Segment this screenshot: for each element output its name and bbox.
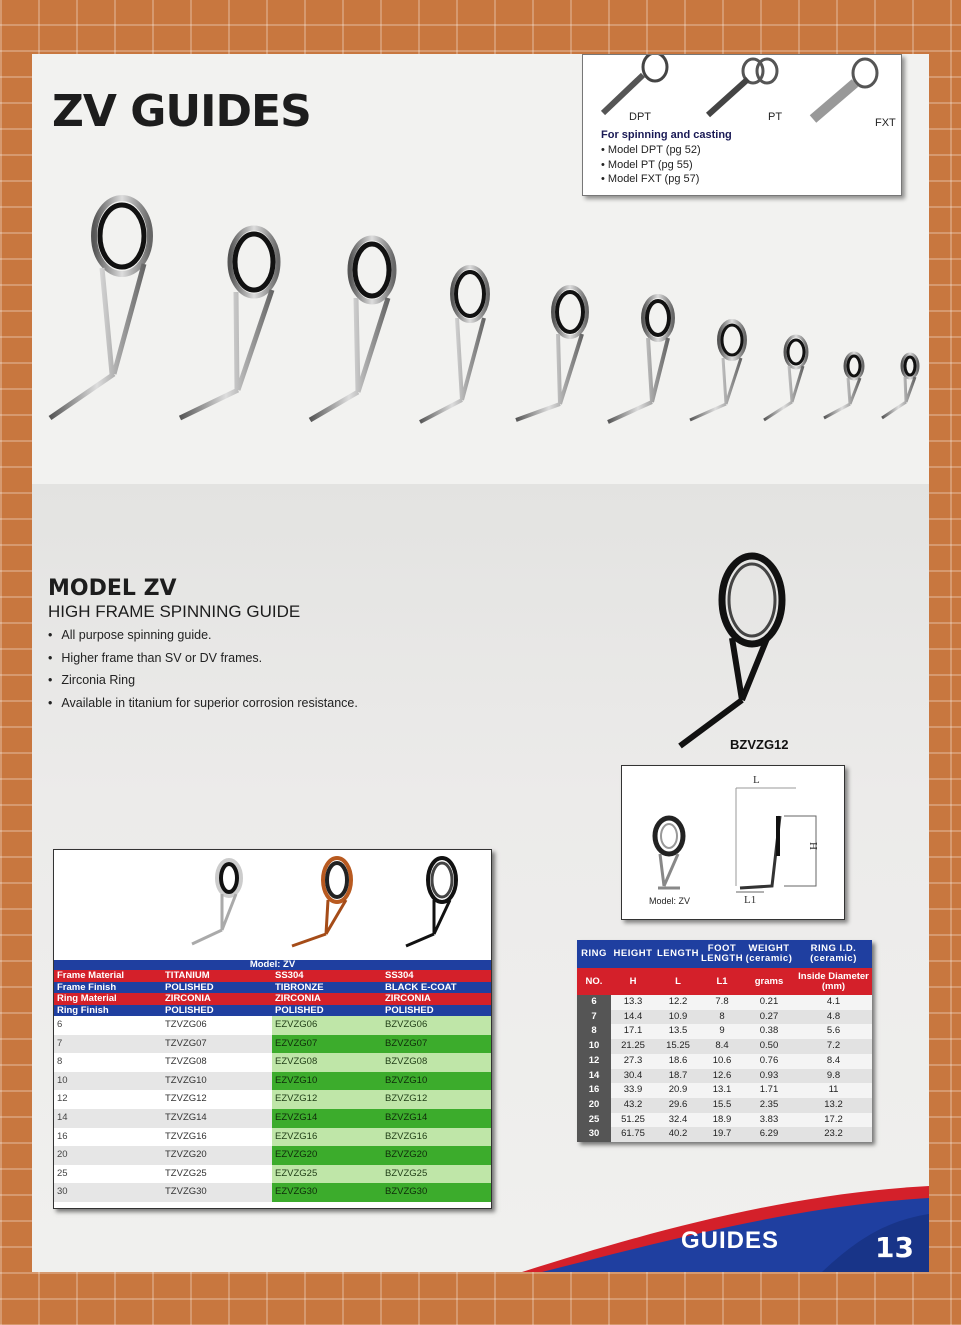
part-cell: TZVZG07 (162, 1035, 272, 1054)
spec-cell: 20 (577, 1098, 611, 1113)
header-label: Frame Material (54, 970, 162, 982)
size-cell: 25 (54, 1165, 162, 1184)
spec-subheader-cell: L (655, 968, 701, 995)
header-cell: POLISHED (272, 1005, 382, 1017)
part-cell: BZVZG07 (382, 1035, 491, 1054)
spec-cell: 0.38 (743, 1024, 795, 1039)
spec-header-cell: LENGTH (655, 940, 701, 968)
table-row (54, 1183, 491, 1202)
spec-cell: 8 (577, 1024, 611, 1039)
header-cell: ZIRCONIA (272, 993, 382, 1005)
spec-cell: 19.7 (701, 1127, 743, 1142)
spec-cell: 13.5 (655, 1024, 701, 1039)
guide-8 (764, 336, 807, 420)
featured-guide-image (672, 550, 792, 750)
page-title: ZV GUIDES (52, 86, 311, 137)
part-cell: BZVZG06 (382, 1016, 491, 1035)
spec-cell: 13.3 (611, 995, 655, 1010)
table-row (54, 1090, 491, 1109)
part-cell: BZVZG08 (382, 1053, 491, 1072)
part-cell: EZVZG06 (272, 1016, 382, 1035)
spec-cell: 0.93 (743, 1069, 795, 1084)
finish-table-grid (54, 960, 491, 1202)
featured-part-label: BZVZG12 (730, 737, 789, 752)
spec-cell: 32.4 (655, 1113, 701, 1128)
table-row (54, 1128, 491, 1147)
spec-cell: 10 (577, 1039, 611, 1054)
dim-label-l1: L1 (744, 894, 757, 906)
size-cell: 6 (54, 1016, 162, 1035)
spec-cell: 10.6 (701, 1054, 743, 1069)
size-cell: 12 (54, 1090, 162, 1109)
spec-cell: 30.4 (611, 1069, 655, 1084)
spec-header-cell: WEIGHT (ceramic) (743, 940, 795, 968)
size-cell: 7 (54, 1035, 162, 1054)
spec-cell: 0.76 (743, 1054, 795, 1069)
feature-item: • Higher frame than SV or DV frames. (48, 647, 358, 670)
part-cell: EZVZG25 (272, 1165, 382, 1184)
ref-label-pt: PT (768, 111, 783, 123)
spec-cell: 40.2 (655, 1127, 701, 1142)
ref-item-pt: • Model PT (pg 55) (601, 158, 693, 171)
spec-subheader-cell: H (611, 968, 655, 995)
spec-cell: 30 (577, 1127, 611, 1142)
feature-list (48, 624, 358, 714)
footer-banner (522, 1164, 929, 1272)
ring-finish-row (54, 1005, 491, 1017)
spec-cell: 4.8 (795, 1010, 872, 1025)
spec-header-cell: HEIGHT (611, 940, 655, 968)
table-row (54, 1035, 491, 1054)
header-label: Ring Material (54, 993, 162, 1005)
spec-cell: 43.2 (611, 1098, 655, 1113)
header-cell: POLISHED (162, 982, 272, 994)
header-cell: BLACK E-COAT (382, 982, 491, 994)
reference-box (582, 54, 902, 196)
size-cell: 30 (54, 1183, 162, 1202)
size-cell: 14 (54, 1109, 162, 1128)
guide-size-lineup-image (32, 194, 929, 434)
size-cell: 20 (54, 1146, 162, 1165)
dimension-diagram (621, 765, 845, 920)
part-cell: TZVZG30 (162, 1183, 272, 1202)
spec-subheader-cell: Inside Diameter (mm) (795, 968, 872, 995)
table-row (54, 1053, 491, 1072)
frame-material-row (54, 970, 491, 982)
spec-cell: 8.4 (701, 1039, 743, 1054)
spec-row (577, 1098, 872, 1113)
guide-7 (824, 353, 863, 418)
part-cell: TZVZG20 (162, 1146, 272, 1165)
spec-cell: 51.25 (611, 1113, 655, 1128)
part-cell: TZVZG14 (162, 1109, 272, 1128)
spec-row (577, 1083, 872, 1098)
header-cell: TIBRONZE (272, 982, 382, 994)
spec-row (577, 995, 872, 1010)
spec-cell: 2.35 (743, 1098, 795, 1113)
titanium-guide (192, 860, 241, 944)
spec-cell: 12 (577, 1054, 611, 1069)
guide-12 (608, 296, 673, 422)
spec-cell: 13.2 (795, 1098, 872, 1113)
spec-cell: 14 (577, 1069, 611, 1084)
spec-cell: 3.83 (743, 1113, 795, 1128)
table-row (54, 1146, 491, 1165)
spec-cell: 33.9 (611, 1083, 655, 1098)
spec-cell: 15.5 (701, 1098, 743, 1113)
header-cell: ZIRCONIA (162, 993, 272, 1005)
part-cell: EZVZG20 (272, 1146, 382, 1165)
part-cell: TZVZG06 (162, 1016, 272, 1035)
spec-cell: 13.1 (701, 1083, 743, 1098)
guide-20 (310, 238, 394, 420)
tibronze-guide (292, 858, 351, 946)
spec-cell: 0.21 (743, 995, 795, 1010)
spec-cell: 61.75 (611, 1127, 655, 1142)
spec-cell: 23.2 (795, 1127, 872, 1142)
ref-item-fxt: • Model FXT (pg 57) (601, 173, 700, 185)
header-cell: SS304 (382, 970, 491, 982)
part-cell: BZVZG14 (382, 1109, 491, 1128)
header-cell: TITANIUM (162, 970, 272, 982)
spec-cell: 16 (577, 1083, 611, 1098)
part-cell: EZVZG10 (272, 1072, 382, 1091)
finish-model-label: Model: ZV (54, 960, 491, 970)
size-cell: 8 (54, 1053, 162, 1072)
ref-label-dpt: DPT (629, 111, 651, 123)
spec-subheader-cell: L1 (701, 968, 743, 995)
page-number: 13 (875, 1231, 914, 1264)
ref-label-fxt: FXT (875, 117, 896, 129)
part-cell: TZVZG25 (162, 1165, 272, 1184)
part-cell: EZVZG08 (272, 1053, 382, 1072)
spec-cell: 18.7 (655, 1069, 701, 1084)
dim-label-l: L (753, 774, 760, 786)
spec-cell: 12.6 (701, 1069, 743, 1084)
spec-cell: 27.3 (611, 1054, 655, 1069)
feature-item: • Zirconia Ring (48, 669, 358, 692)
size-cell: 10 (54, 1072, 162, 1091)
spec-row (577, 1024, 872, 1039)
size-cell: 16 (54, 1128, 162, 1147)
spec-cell: 7.8 (701, 995, 743, 1010)
spec-cell: 18.6 (655, 1054, 701, 1069)
part-cell: TZVZG12 (162, 1090, 272, 1109)
spec-cell: 10.9 (655, 1010, 701, 1025)
part-cell: EZVZG07 (272, 1035, 382, 1054)
catalog-page (32, 54, 929, 1272)
spec-header-row (577, 940, 872, 968)
spec-cell: 1.71 (743, 1083, 795, 1098)
ref-list (601, 143, 701, 187)
spec-cell: 17.1 (611, 1024, 655, 1039)
spec-cell: 15.25 (655, 1039, 701, 1054)
part-cell: TZVZG08 (162, 1053, 272, 1072)
spec-cell: 25 (577, 1113, 611, 1128)
header-label: Frame Finish (54, 982, 162, 994)
part-cell: BZVZG12 (382, 1090, 491, 1109)
spec-row (577, 1039, 872, 1054)
part-cell: BZVZG16 (382, 1128, 491, 1147)
spec-row (577, 1010, 872, 1025)
spec-cell: 21.25 (611, 1039, 655, 1054)
spec-row (577, 1054, 872, 1069)
spec-cell: 8 (701, 1010, 743, 1025)
spec-cell: 4.1 (795, 995, 872, 1010)
part-cell: TZVZG10 (162, 1072, 272, 1091)
spec-cell: 7.2 (795, 1039, 872, 1054)
part-cell: BZVZG30 (382, 1183, 491, 1202)
model-title: MODEL ZV (48, 576, 177, 601)
spec-cell: 6 (577, 995, 611, 1010)
black-guide (406, 858, 456, 946)
part-cell: BZVZG10 (382, 1072, 491, 1091)
header-cell: POLISHED (382, 1005, 491, 1017)
guide-25 (180, 228, 278, 418)
part-cell: EZVZG14 (272, 1109, 382, 1128)
dim-label-h: H (807, 842, 819, 850)
table-row (54, 1016, 491, 1035)
spec-header-cell: RING I.D. (ceramic) (795, 940, 872, 968)
spec-row (577, 1127, 872, 1142)
diagram-model-label: Model: ZV (649, 896, 691, 906)
spec-subheader-row (577, 968, 872, 995)
spec-cell: 29.6 (655, 1098, 701, 1113)
model-subtitle: HIGH FRAME SPINNING GUIDE (48, 602, 301, 621)
ref-item-dpt: • Model DPT (pg 52) (601, 144, 701, 156)
part-cell: EZVZG12 (272, 1090, 382, 1109)
spec-header-cell: FOOT LENGTH (701, 940, 743, 968)
spec-cell: 8.4 (795, 1054, 872, 1069)
spec-cell: 18.9 (701, 1113, 743, 1128)
header-cell: POLISHED (162, 1005, 272, 1017)
feature-item: • All purpose spinning guide. (48, 624, 358, 647)
spec-table (577, 940, 872, 1142)
spec-cell: 11 (795, 1083, 872, 1098)
part-cell: TZVZG16 (162, 1128, 272, 1147)
guide-10 (690, 321, 745, 420)
spec-cell: 7 (577, 1010, 611, 1025)
part-cell: BZVZG25 (382, 1165, 491, 1184)
spec-cell: 0.50 (743, 1039, 795, 1054)
spec-row (577, 1069, 872, 1084)
table-row (54, 1165, 491, 1184)
spec-cell: 20.9 (655, 1083, 701, 1098)
header-label: Ring Finish (54, 1005, 162, 1017)
spec-header-cell: RING (577, 940, 611, 968)
spec-cell: 12.2 (655, 995, 701, 1010)
feature-item: • Available in titanium for superior corrosion resistance. (48, 692, 358, 715)
footer-section-label: GUIDES (681, 1227, 780, 1254)
spec-cell: 14.4 (611, 1010, 655, 1025)
spec-cell: 17.2 (795, 1113, 872, 1128)
spec-subheader-cell: NO. (577, 968, 611, 995)
guide-6 (882, 354, 918, 418)
part-cell: EZVZG16 (272, 1128, 382, 1147)
spec-cell: 9.8 (795, 1069, 872, 1084)
part-cell: BZVZG20 (382, 1146, 491, 1165)
ring-material-row (54, 993, 491, 1005)
frame-finish-row (54, 982, 491, 994)
spec-cell: 6.29 (743, 1127, 795, 1142)
part-cell: EZVZG30 (272, 1183, 382, 1202)
finish-variants-image (54, 850, 491, 960)
spec-cell: 0.27 (743, 1010, 795, 1025)
guide-14 (516, 287, 587, 420)
header-cell: SS304 (272, 970, 382, 982)
guide-30 (50, 198, 150, 418)
header-cell: ZIRCONIA (382, 993, 491, 1005)
guide-16 (420, 267, 488, 422)
ref-heading: For spinning and casting (601, 129, 732, 141)
spec-cell: 9 (701, 1024, 743, 1039)
table-row (54, 1109, 491, 1128)
spec-subheader-cell: grams (743, 968, 795, 995)
spec-cell: 5.6 (795, 1024, 872, 1039)
table-row (54, 1072, 491, 1091)
spec-row (577, 1113, 872, 1128)
finish-part-table (53, 849, 492, 1209)
